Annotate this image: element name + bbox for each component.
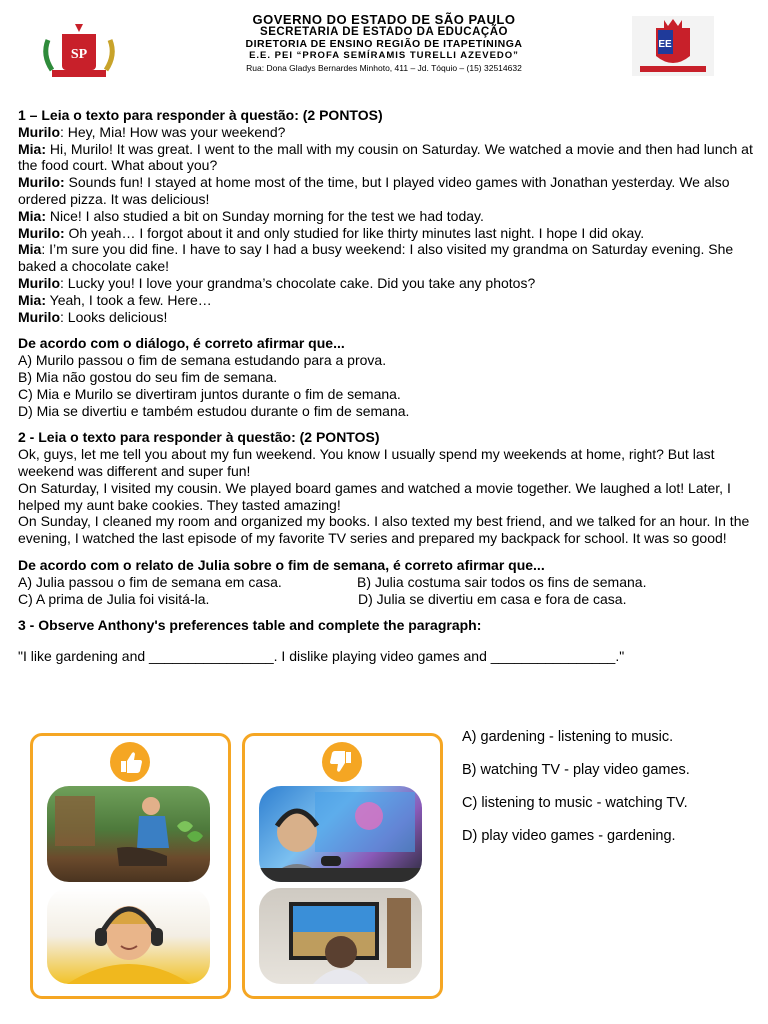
q3-option-d[interactable]: D) play video games - gardening. [462, 828, 676, 844]
header-line-4: E.E. PEI “PROFA SEMÍRAMIS TURELLI AZEVEDO” [249, 50, 519, 61]
thumbs-down-icon [322, 742, 362, 782]
q2-option-a[interactable]: A) Julia passou o fim de semana em casa. [18, 573, 282, 590]
exam-body [18, 107, 753, 665]
q1-option-d[interactable]: D) Mia se divertiu e também estudou durante o fim de semana. [18, 402, 410, 419]
q2-paragraph: On Sunday, I cleaned my room and organized my books. I also texted my best friend, and we talked for an hour. In the evening, I watched the last episode of my favorite TV series and prepared my backpack for school. It was so good! [18, 513, 750, 547]
q2-option-c[interactable]: C) A prima de Julia foi visitá-la. [18, 590, 210, 607]
header-address: Rua: Dona Gladys Bernardes Minhoto, 411 – Jd. Tóquio – (15) 32514632 [246, 63, 522, 73]
dialogue-line: Mia: Yeah, I took a few. Here… [18, 291, 212, 308]
dialogue-line: Murilo: Lucky you! I love your grandma’s chocolate cake. Did you take any photos? [18, 274, 536, 291]
thumbs-up-icon [110, 742, 150, 782]
school-header [0, 14, 768, 74]
q3-option-a[interactable]: A) gardening - listening to music. [462, 729, 674, 745]
video-games-photo [259, 786, 422, 882]
gardening-photo [47, 786, 210, 882]
q1-dialogue [18, 124, 753, 326]
dialogue-line: Murilo: Oh yeah… I forgot about it and only studied for like thirty minutes last night. I hope I did okay. [18, 224, 645, 241]
q1-option-a[interactable]: A) Murilo passou o fim de semana estudando para a prova. [18, 352, 387, 369]
dialogue-line: Mia: Hi, Murilo! It was great. I went to the mall with my cousin on Saturday. We watched a movie and then had lunch at the food court. What about you? [18, 140, 753, 174]
dialogue-line: Mia: Nice! I also studied a bit on Sunday morning for the test we had today. [18, 207, 484, 224]
q1-prompt: De acordo com o diálogo, é correto afirmar que... [18, 335, 345, 352]
q3-option-b[interactable]: B) watching TV - play video games. [462, 762, 690, 778]
likes-card [30, 733, 231, 999]
header-line-2: SECRETARIA DE ESTADO DA EDUCAÇÃO [260, 26, 508, 38]
q2-options-row-2 [18, 591, 753, 608]
header-line-3: DIRETORIA DE ENSINO REGIÃO DE ITAPETININGA [245, 38, 523, 50]
q2-title: 2 - Leia o texto para responder à questão: (2 PONTOS) [18, 429, 380, 446]
q3-sentence: "I like gardening and ________________. I dislike playing video games and ________________." [18, 648, 625, 665]
q1-title: 1 – Leia o texto para responder à questão: (2 PONTOS) [18, 107, 383, 123]
svg-text:EE: EE [658, 39, 672, 50]
q2-prompt: De acordo com o relato de Julia sobre o fim de semana, é correto afirmar que... [18, 556, 545, 573]
dialogue-line: Murilo: Looks delicious! [18, 308, 168, 325]
dialogue-line: Mia: I’m sure you did fine. I have to say I had a busy weekend: I also visited my grandma on Saturday evening. She baked a chocolate cake! [18, 241, 734, 275]
watching-tv-photo [259, 888, 422, 984]
q3-title: 3 - Observe Anthony's preferences table and complete the paragraph: [18, 617, 482, 634]
q3-option-c[interactable]: C) listening to music - watching TV. [462, 795, 688, 811]
q2-option-b[interactable]: B) Julia costuma sair todos os fins de semana. [357, 573, 647, 590]
dialogue-line: Murilo: Hey, Mia! How was your weekend? [18, 123, 286, 140]
svg-text:SP: SP [70, 47, 88, 62]
q2-options-row-1 [18, 574, 753, 591]
q2-paragraph: On Saturday, I visited my cousin. We played board games and watched a movie together. We laughed a lot! Later, I helped my aunt bake cookies. They tasted amazing! [18, 479, 731, 513]
q2-option-d[interactable]: D) Julia se divertiu em casa e fora de casa. [358, 590, 627, 607]
listening-music-photo [47, 888, 210, 984]
dislikes-card [242, 733, 443, 999]
dialogue-line: Murilo: Sounds fun! I stayed at home most of the time, but I played video games with Jonathan yesterday. We also ordered pizza. It was delicious! [18, 174, 730, 207]
q1-option-b[interactable]: B) Mia não gostou do seu fim de semana. [18, 368, 278, 385]
q2-paragraph: Ok, guys, let me tell you about my fun weekend. You know I usually spend my weekends at home, right? But last weekend was different and super fun! [18, 446, 715, 479]
q1-option-c[interactable]: C) Mia e Murilo se divertiram juntos durante o fim de semana. [18, 385, 401, 402]
header-line-1: GOVERNO DO ESTADO DE SÃO PAULO [252, 12, 516, 27]
